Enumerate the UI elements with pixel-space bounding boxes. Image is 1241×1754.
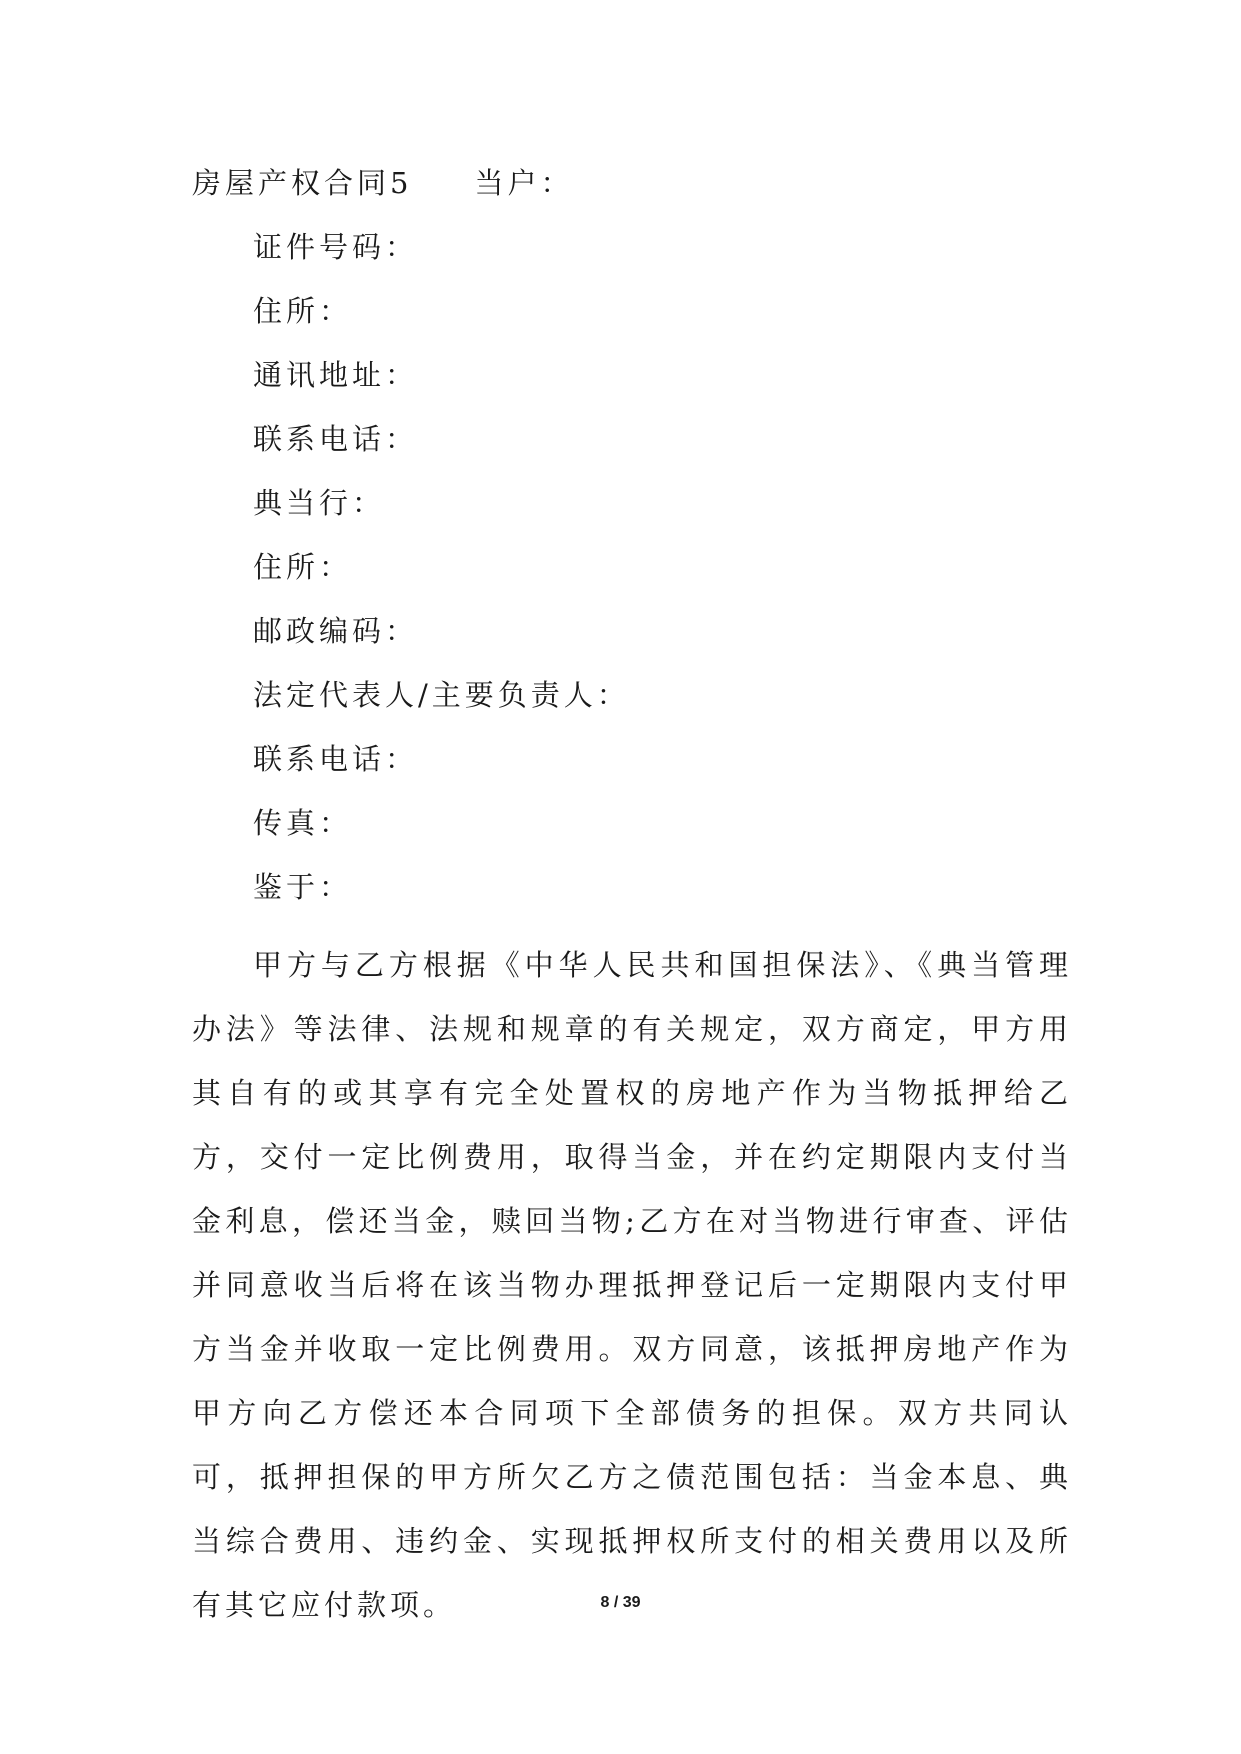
field-pawnshop-phone: 联系电话： xyxy=(253,742,419,776)
field-legal-representative: 法定代表人/主要负责人： xyxy=(253,678,630,712)
document-title: 房屋产权合同5 xyxy=(192,166,413,200)
field-id-number: 证件号码： xyxy=(253,230,419,264)
field-fax: 传真： xyxy=(253,806,353,840)
field-postal-code: 邮政编码： xyxy=(253,614,419,648)
field-pawnshop-residence: 住所： xyxy=(253,550,353,584)
body-paragraph: 甲方与乙方根据《中华人民共和国担保法》、《典当管理办法》等法律、法规和规章的有关规定，双方商定，甲方用其自有的或其享有完全处置权的房地产作为当物抵押给乙方，交付一定比例费用，取得当金，并在约定期限内支付当金利息，偿还当金，赎回当物;乙方在对当物进行审查、评估并同意收当后将在该当物办理抵押登记后一定期限内支付甲方当金并收取一定比例费用。双方同意，该抵押房地产作为甲方向乙方偿还本合同项下全部债务的担保。双方共同认可，抵押担保的甲方所欠乙方之债范围包括：当金本息、典当综合费用、违约金、实现抵押权所支付的相关费用以及所有其它应付款项。 xyxy=(192,948,1072,1622)
page-number: 8 / 39 xyxy=(600,1594,641,1611)
pawner-label: 当户： xyxy=(474,166,574,200)
field-pawnshop: 典当行： xyxy=(253,486,386,520)
document-title-line xyxy=(192,163,573,203)
field-whereas: 鉴于： xyxy=(253,870,353,904)
field-residence: 住所： xyxy=(253,294,353,328)
field-mailing-address: 通讯地址： xyxy=(253,358,419,392)
field-contact-phone: 联系电话： xyxy=(253,422,419,456)
